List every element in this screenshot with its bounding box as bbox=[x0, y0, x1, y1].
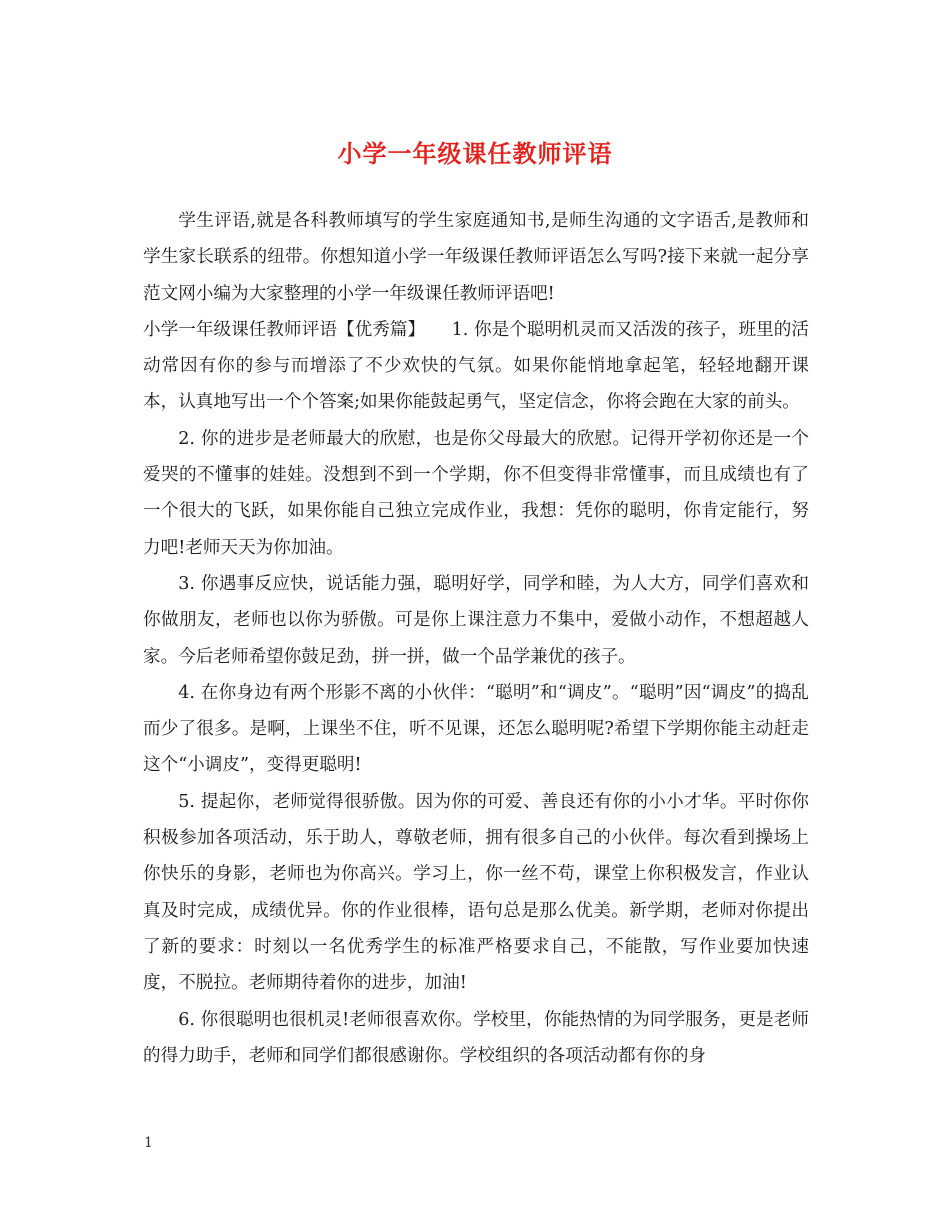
paragraph-6: 6. 你很聪明也很机灵!老师很喜欢你。学校里，你能热情的为同学服务，更是老师的得力助手，老师和同学们都很感谢你。学校组织的各项活动都有你的身 bbox=[143, 1009, 809, 1066]
paragraph-intro: 学生评语,就是各科教师填写的学生家庭通知书,是师生沟通的文字语舌,是教师和学生家长联系的纽带。你想知道小学一年级课任教师评语怎么写吗?接下来就一起分享范文网小编为大家整理的小学一年级课任教师评语吧! bbox=[143, 211, 809, 304]
page-number: 1 bbox=[144, 1135, 153, 1151]
paragraph-2: 2. 你的进步是老师最大的欣慰，也是你父母最大的欣慰。记得开学初你还是一个爱哭的不懂事的娃娃。没想到不到一个学期，你不但变得非常懂事，而且成绩也有了一个很大的飞跃，如果你能自己独立完成作业，我想：凭你的聪明，你肯定能行，努力吧!老师天天为你加油。 bbox=[143, 428, 809, 558]
paragraph-3: 3. 你遇事反应快，说话能力强，聪明好学，同学和睦，为人大方，同学们喜欢和你做朋友，老师也以你为骄傲。可是你上课注意力不集中，爱做小动作，不想超越人家。今后老师希望你鼓足劲，拼一拼，做一个品学兼优的孩子。 bbox=[143, 573, 809, 667]
paragraph-1: 小学一年级课任教师评语【优秀篇】 1. 你是个聪明机灵而又活泼的孩子，班里的活动常因有你的参与而增添了不少欢快的气氛。如果你能悄地拿起笔，轻轻地翻开课本，认真地写出一个个答案;如果你能鼓起勇气，坚定信念，你将会跑在大家的前头。 bbox=[143, 319, 809, 413]
paragraph-4: 4. 在你身边有两个形影不离的小伙伴：“聪明”和“调皮”。“聪明”因“调皮”的捣乱而少了很多。是啊，上课坐不住，听不见课，还怎么聪明呢?希望下学期你能主动赶走这个“小调皮”，变得更聪明! bbox=[143, 682, 809, 776]
page-title: 小学一年级课任教师评语 bbox=[337, 139, 613, 168]
document-body bbox=[143, 203, 809, 1074]
paragraph-5: 5. 提起你，老师觉得很骄傲。因为你的可爱、善良还有你的小小才华。平时你你积极参加各项活动，乐于助人，尊敬老师，拥有很多自己的小伙伴。每次看到操场上你快乐的身影，老师也为你高兴。学习上，你一丝不苟，课堂上你积极发言，作业认真及时完成，成绩优异。你的作业很棒，语句总是那么优美。新学期，老师对你提出了新的要求：时刻以一名优秀学生的标准严格要求自己，不能散，写作业要加快速度，不脱拉。老师期待着你的进步，加油! bbox=[143, 791, 809, 994]
